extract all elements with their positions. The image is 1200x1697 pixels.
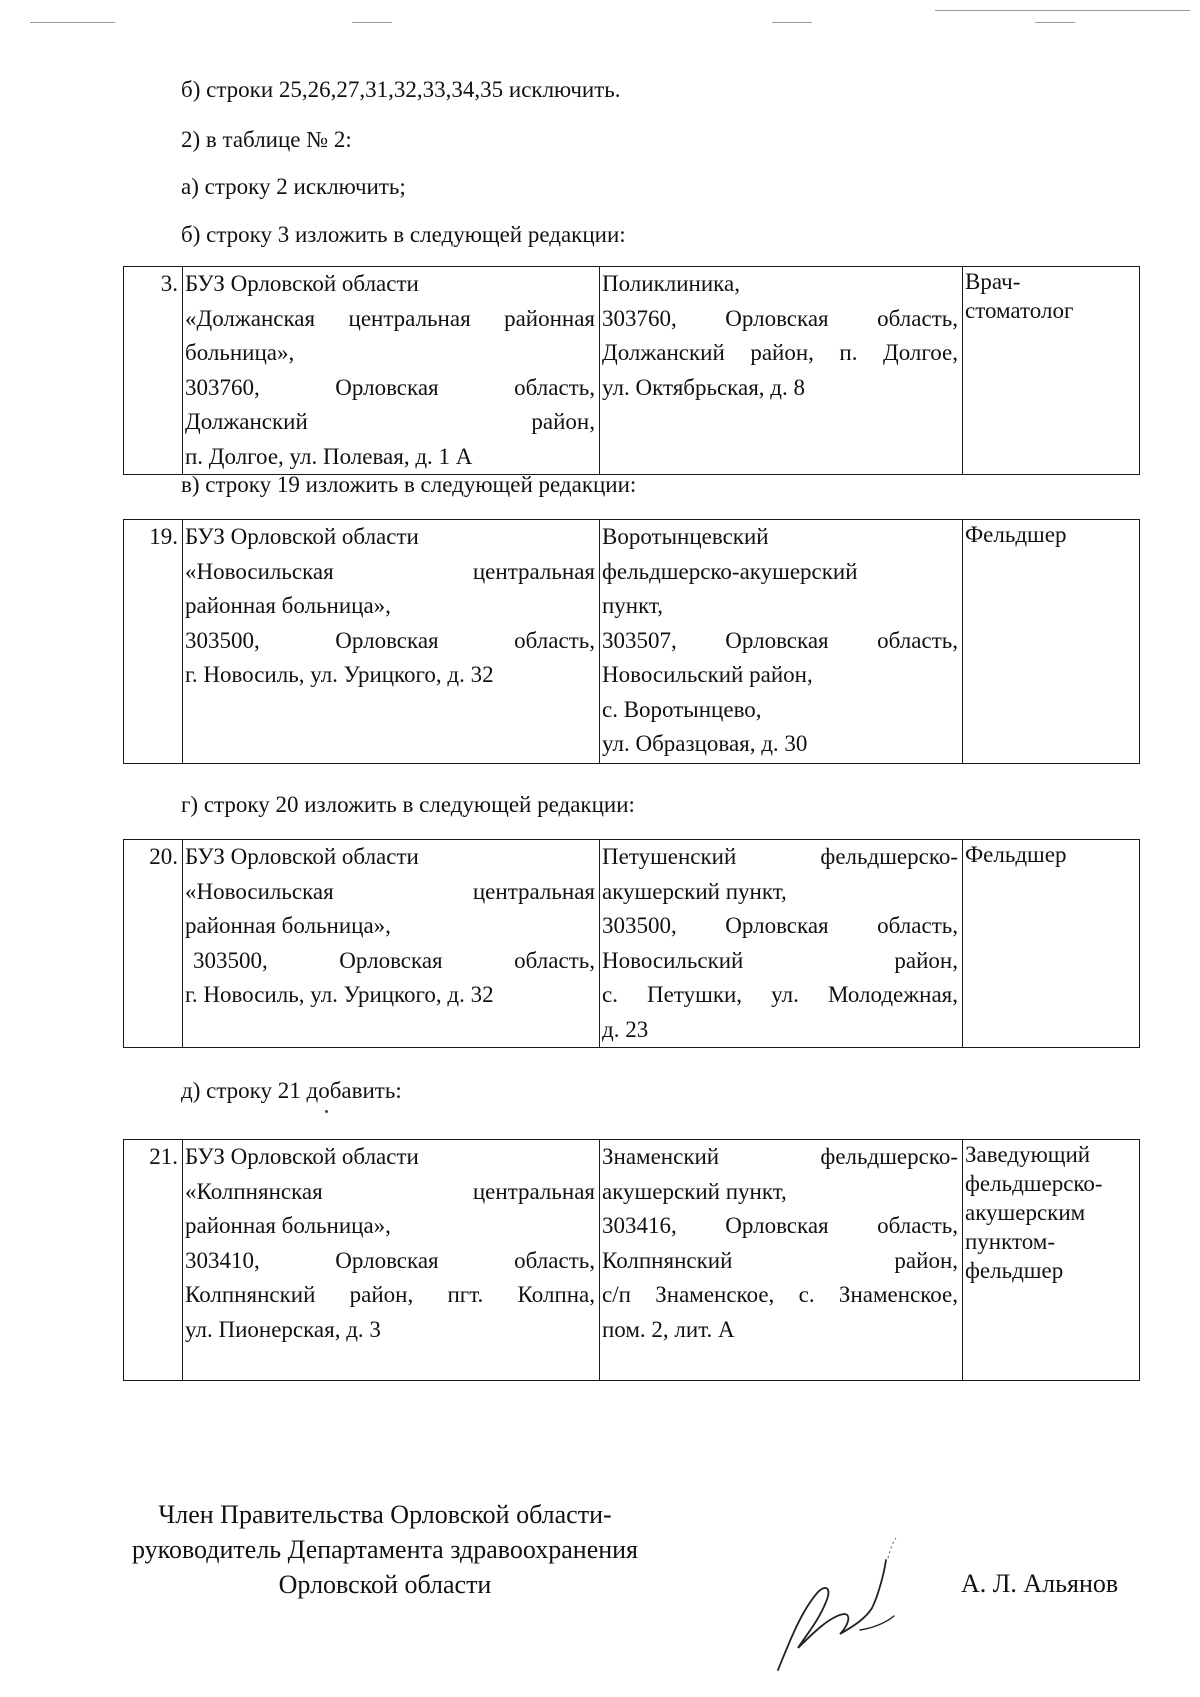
signer-name: А. Л. Альянов (961, 1569, 1119, 1598)
pos-line: фельдшерско- (965, 1171, 1103, 1196)
scan-artifact (772, 22, 812, 23)
org-line: «Новосильская центральная (185, 558, 595, 584)
location-cell (600, 840, 963, 1048)
org-line: районная больница», (185, 1213, 391, 1238)
table-row (124, 1140, 1140, 1381)
scan-speck (325, 1110, 328, 1113)
loc-line: 303500, Орловская область, (602, 913, 958, 938)
table-row (124, 520, 1140, 764)
item-b-rows-exclude: б) строки 25,26,27,31,32,33,34,35 исключить. (181, 77, 621, 102)
org-line: «Колпнянская центральная (185, 1178, 595, 1204)
pos-line: фельдшер (965, 1258, 1064, 1283)
item-table-2: 2) в таблице № 2: (181, 127, 352, 152)
table-row-19 (123, 519, 1140, 764)
pos-line: пунктом- (965, 1229, 1056, 1254)
loc-line: ул. Образцовая, д. 30 (602, 731, 808, 756)
loc-line: Должанский район, п. Долгое, (602, 340, 958, 365)
org-line: БУЗ Орловской области (185, 844, 419, 869)
loc-line: акушерский пункт, (602, 1178, 787, 1204)
table-row-3 (123, 266, 1140, 475)
signatory-title-line-3: Орловской области (278, 1570, 492, 1599)
location-cell (600, 1140, 963, 1381)
organization-cell (183, 267, 600, 475)
pos-line: стоматолог (965, 298, 1074, 323)
item-d-row21: д) строку 21 добавить: (181, 1078, 402, 1103)
loc-line: Колпнянский район, (602, 1247, 958, 1273)
location-cell (600, 267, 963, 475)
loc-line: Поликлиника, (602, 271, 740, 296)
row-number: 20. (124, 840, 183, 1048)
org-line: «Должанская центральная районная (185, 305, 595, 331)
item-b-row3: б) строку 3 изложить в следующей редакции: (181, 222, 626, 247)
loc-line: акушерский пункт, (602, 878, 787, 904)
pos-line: Заведующий (965, 1142, 1091, 1167)
org-line: ул. Пионерская, д. 3 (185, 1316, 381, 1342)
org-line: больница», (185, 340, 295, 365)
loc-line: ул. Октябрьская, д. 8 (602, 374, 805, 400)
pos-line: Фельдшер (965, 522, 1067, 547)
loc-line: 303507, Орловская область, (602, 627, 958, 653)
org-line: БУЗ Орловской области (185, 524, 419, 549)
org-line: Колпнянский район, пгт. Колпна, (185, 1282, 595, 1307)
org-line: 303500, Орловская область, (193, 947, 595, 973)
position-cell (963, 520, 1140, 764)
item-a-row2-exclude: а) строку 2 исключить; (181, 174, 406, 199)
organization-cell (183, 840, 600, 1048)
organization-cell (183, 520, 600, 764)
org-line: районная больница», (185, 593, 391, 618)
loc-line: фельдшерско-акушерский (602, 558, 858, 584)
table-row-21 (123, 1139, 1140, 1381)
scan-artifact (30, 22, 115, 23)
organization-cell (183, 1140, 600, 1381)
signatory-title-line-1: Член Правительства Орловской области- (158, 1500, 612, 1529)
position-cell (963, 840, 1140, 1048)
pos-line: акушерским (965, 1200, 1086, 1225)
scan-artifact (935, 10, 1190, 11)
loc-line: д. 23 (602, 1016, 649, 1042)
loc-line: Петушенский фельдшерско- (602, 844, 958, 869)
loc-line: Воротынцевский (602, 524, 769, 549)
table-row-20 (123, 839, 1140, 1048)
table-row (124, 267, 1140, 475)
org-line: районная больница», (185, 913, 391, 938)
org-line: БУЗ Орловской области (185, 271, 419, 296)
item-v-row19: в) строку 19 изложить в следующей редакции: (181, 472, 637, 497)
table-row (124, 840, 1140, 1048)
org-line: 303410, Орловская область, (185, 1247, 595, 1273)
scan-artifact (1035, 22, 1075, 23)
row-number: 3. (124, 267, 183, 475)
loc-line: 303416, Орловская область, (602, 1213, 958, 1238)
loc-line: пом. 2, лит. А (602, 1316, 735, 1342)
loc-line: Новосильский район, (602, 662, 813, 687)
loc-line: с. Воротынцево, (602, 696, 762, 722)
org-line: 303500, Орловская область, (185, 627, 595, 653)
loc-line: пункт, (602, 593, 664, 618)
signatory-title-line-2: руководитель Департамента здравоохранения (131, 1535, 639, 1564)
org-line: п. Долгое, ул. Полевая, д. 1 А (185, 443, 473, 469)
org-line: Должанский район, (185, 409, 595, 434)
org-line: г. Новосиль, ул. Урицкого, д. 32 (185, 662, 494, 687)
loc-line: с. Петушки, ул. Молодежная, (602, 982, 958, 1007)
org-line: БУЗ Орловской области (185, 1144, 419, 1169)
handwritten-signature (760, 1530, 930, 1685)
row-number: 21. (124, 1140, 183, 1381)
org-line: 303760, Орловская область, (185, 374, 595, 400)
org-line: «Новосильская центральная (185, 878, 595, 904)
item-g-row20: г) строку 20 изложить в следующей редакции: (181, 792, 635, 817)
org-line: г. Новосиль, ул. Урицкого, д. 32 (185, 982, 494, 1007)
loc-line: Знаменский фельдшерско- (602, 1144, 958, 1169)
loc-line: с/п Знаменское, с. Знаменское, (602, 1282, 958, 1307)
scan-artifact (352, 22, 392, 23)
row-number: 19. (124, 520, 183, 764)
position-cell (963, 1140, 1140, 1381)
loc-line: 303760, Орловская область, (602, 305, 958, 331)
pos-line: Врач- (965, 269, 1021, 294)
pos-line: Фельдшер (965, 842, 1067, 867)
location-cell (600, 520, 963, 764)
loc-line: Новосильский район, (602, 947, 958, 973)
position-cell (963, 267, 1140, 475)
